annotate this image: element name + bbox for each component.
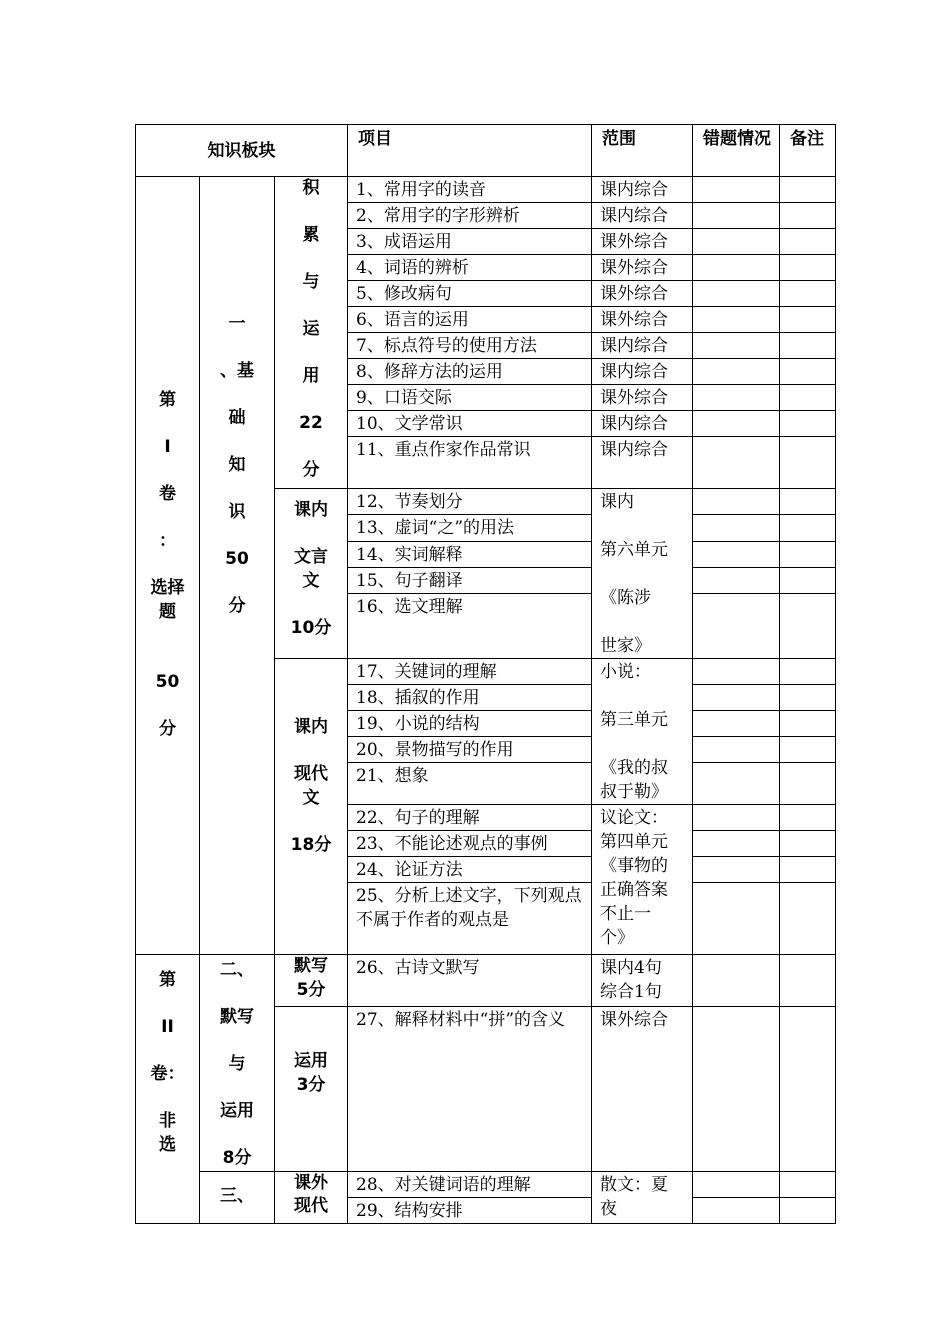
errors-cell[interactable] (693, 567, 780, 593)
errors-cell[interactable] (693, 255, 780, 281)
item-cell: 18、插叙的作用 (348, 685, 592, 711)
remarks-cell[interactable] (780, 229, 836, 255)
errors-cell[interactable] (693, 385, 780, 411)
item-cell: 19、小说的结构 (348, 711, 592, 737)
item-cell: 7、标点符号的使用方法 (348, 333, 592, 359)
errors-cell[interactable] (693, 594, 780, 659)
scope-cell: 课内综合 (592, 411, 693, 437)
errors-cell[interactable] (693, 359, 780, 385)
scope-prose: 散文：夏 夜 (592, 1171, 693, 1223)
errors-cell[interactable] (693, 711, 780, 737)
table-row (136, 1171, 836, 1197)
item-cell: 2、常用字的字形辨析 (348, 203, 592, 229)
errors-cell[interactable] (693, 883, 780, 955)
remarks-cell[interactable] (780, 281, 836, 307)
scope-cell: 课外综合 (592, 281, 693, 307)
item-cell: 10、文学常识 (348, 411, 592, 437)
scope-cell: 课内综合 (592, 359, 693, 385)
remarks-cell[interactable] (780, 594, 836, 659)
group-dictation: 默写 5分 (275, 955, 348, 1007)
item-cell: 1、常用字的读音 (348, 177, 592, 203)
remarks-cell[interactable] (780, 857, 836, 883)
remarks-cell[interactable] (780, 711, 836, 737)
errors-cell[interactable] (693, 307, 780, 333)
errors-cell[interactable] (693, 1007, 780, 1171)
remarks-cell[interactable] (780, 437, 836, 489)
scope-novel: 小说： 第三单元 《我的叔 叔于勒》 (592, 659, 693, 805)
errors-cell[interactable] (693, 857, 780, 883)
item-cell: 4、词语的辨析 (348, 255, 592, 281)
remarks-cell[interactable] (780, 203, 836, 229)
group-accumulate: 积 累 与 运 用 22 分 (275, 177, 348, 489)
remarks-cell[interactable] (780, 359, 836, 385)
errors-cell[interactable] (693, 659, 780, 685)
item-cell: 9、口语交际 (348, 385, 592, 411)
scope-cell: 课外综合 (592, 1007, 693, 1171)
remarks-cell[interactable] (780, 1007, 836, 1171)
part1-label: 一 、基 础 知 识 50 分 (200, 177, 275, 955)
scope-cell: 课外综合 (592, 229, 693, 255)
remarks-cell[interactable] (780, 1171, 836, 1197)
item-cell: 15、句子翻译 (348, 567, 592, 593)
item-cell: 17、关键词的理解 (348, 659, 592, 685)
remarks-cell[interactable] (780, 955, 836, 1007)
errors-cell[interactable] (693, 763, 780, 805)
part3-label: 三、 (200, 1171, 275, 1223)
header-remarks: 备注 (780, 125, 836, 177)
errors-cell[interactable] (693, 831, 780, 857)
scope-cell: 课内综合 (592, 203, 693, 229)
errors-cell[interactable] (693, 177, 780, 203)
item-cell: 27、解释材料中“拼”的含义 (348, 1007, 592, 1171)
section2-label: 第 II 卷： 非 选 (136, 955, 200, 1224)
remarks-cell[interactable] (780, 255, 836, 281)
errors-cell[interactable] (693, 955, 780, 1007)
knowledge-table (135, 124, 836, 1224)
scope-cell: 课外综合 (592, 385, 693, 411)
errors-cell[interactable] (693, 411, 780, 437)
scope-classical: 课内 第六单元 《陈涉 世家》 (592, 489, 693, 659)
remarks-cell[interactable] (780, 333, 836, 359)
section1-label: 第 I 卷 ： 选择 题 50 分 (136, 177, 200, 955)
remarks-cell[interactable] (780, 883, 836, 955)
scope-cell: 课内综合 (592, 177, 693, 203)
scope-cell: 课内4句 综合1句 (592, 955, 693, 1007)
item-cell: 8、修辞方法的运用 (348, 359, 592, 385)
item-cell: 5、修改病句 (348, 281, 592, 307)
item-cell: 12、节奏划分 (348, 489, 592, 515)
item-cell: 26、古诗文默写 (348, 955, 592, 1007)
errors-cell[interactable] (693, 541, 780, 567)
scope-cell: 课内综合 (592, 437, 693, 489)
item-cell: 25、分析上述文字，下列观点不属于作者的观点是 (348, 883, 592, 955)
scope-argument: 议论文： 第四单元 《事物的 正确答案 不止一 个》 (592, 805, 693, 955)
table-row (136, 955, 836, 1007)
errors-cell[interactable] (693, 333, 780, 359)
remarks-cell[interactable] (780, 515, 836, 541)
item-cell: 29、结构安排 (348, 1197, 592, 1223)
table-row (136, 177, 836, 203)
group-extra: 课外 现代 (275, 1171, 348, 1223)
group-classical: 课内 文言 文 10分 (275, 489, 348, 659)
item-cell: 22、句子的理解 (348, 805, 592, 831)
part2-label: 二、 默写 与 运用 8分 (200, 955, 275, 1172)
remarks-cell[interactable] (780, 541, 836, 567)
errors-cell[interactable] (693, 489, 780, 515)
item-cell: 20、景物描写的作用 (348, 737, 592, 763)
group-use: 运用 3分 (275, 1007, 348, 1171)
item-cell: 11、重点作家作品常识 (348, 437, 592, 489)
header-item: 项目 (348, 125, 592, 177)
header-scope: 范围 (592, 125, 693, 177)
item-cell: 24、论证方法 (348, 857, 592, 883)
scope-cell: 课外综合 (592, 255, 693, 281)
item-cell: 3、成语运用 (348, 229, 592, 255)
remarks-cell[interactable] (780, 411, 836, 437)
errors-cell[interactable] (693, 515, 780, 541)
errors-cell[interactable] (693, 737, 780, 763)
errors-cell[interactable] (693, 1197, 780, 1223)
scope-cell: 课内综合 (592, 333, 693, 359)
header-errors: 错题情况 (693, 125, 780, 177)
scope-cell: 课外综合 (592, 307, 693, 333)
item-cell: 16、选文理解 (348, 594, 592, 659)
remarks-cell[interactable] (780, 567, 836, 593)
remarks-cell[interactable] (780, 805, 836, 831)
errors-cell[interactable] (693, 685, 780, 711)
item-cell: 21、想象 (348, 763, 592, 805)
remarks-cell[interactable] (780, 831, 836, 857)
errors-cell[interactable] (693, 437, 780, 489)
errors-cell[interactable] (693, 805, 780, 831)
errors-cell[interactable] (693, 203, 780, 229)
remarks-cell[interactable] (780, 763, 836, 805)
item-cell: 28、对关键词语的理解 (348, 1171, 592, 1197)
group-modern: 课内 现代 文 18分 (275, 659, 348, 955)
header-row (136, 125, 836, 177)
remarks-cell[interactable] (780, 489, 836, 515)
errors-cell[interactable] (693, 281, 780, 307)
remarks-cell[interactable] (780, 385, 836, 411)
errors-cell[interactable] (693, 1171, 780, 1197)
remarks-cell[interactable] (780, 737, 836, 763)
remarks-cell[interactable] (780, 685, 836, 711)
remarks-cell[interactable] (780, 659, 836, 685)
errors-cell[interactable] (693, 229, 780, 255)
remarks-cell[interactable] (780, 1197, 836, 1223)
remarks-cell[interactable] (780, 307, 836, 333)
header-knowledge-block: 知识板块 (136, 125, 348, 177)
remarks-cell[interactable] (780, 177, 836, 203)
item-cell: 13、虚词“之”的用法 (348, 515, 592, 541)
item-cell: 6、语言的运用 (348, 307, 592, 333)
item-cell: 14、实词解释 (348, 541, 592, 567)
item-cell: 23、不能论述观点的事例 (348, 831, 592, 857)
